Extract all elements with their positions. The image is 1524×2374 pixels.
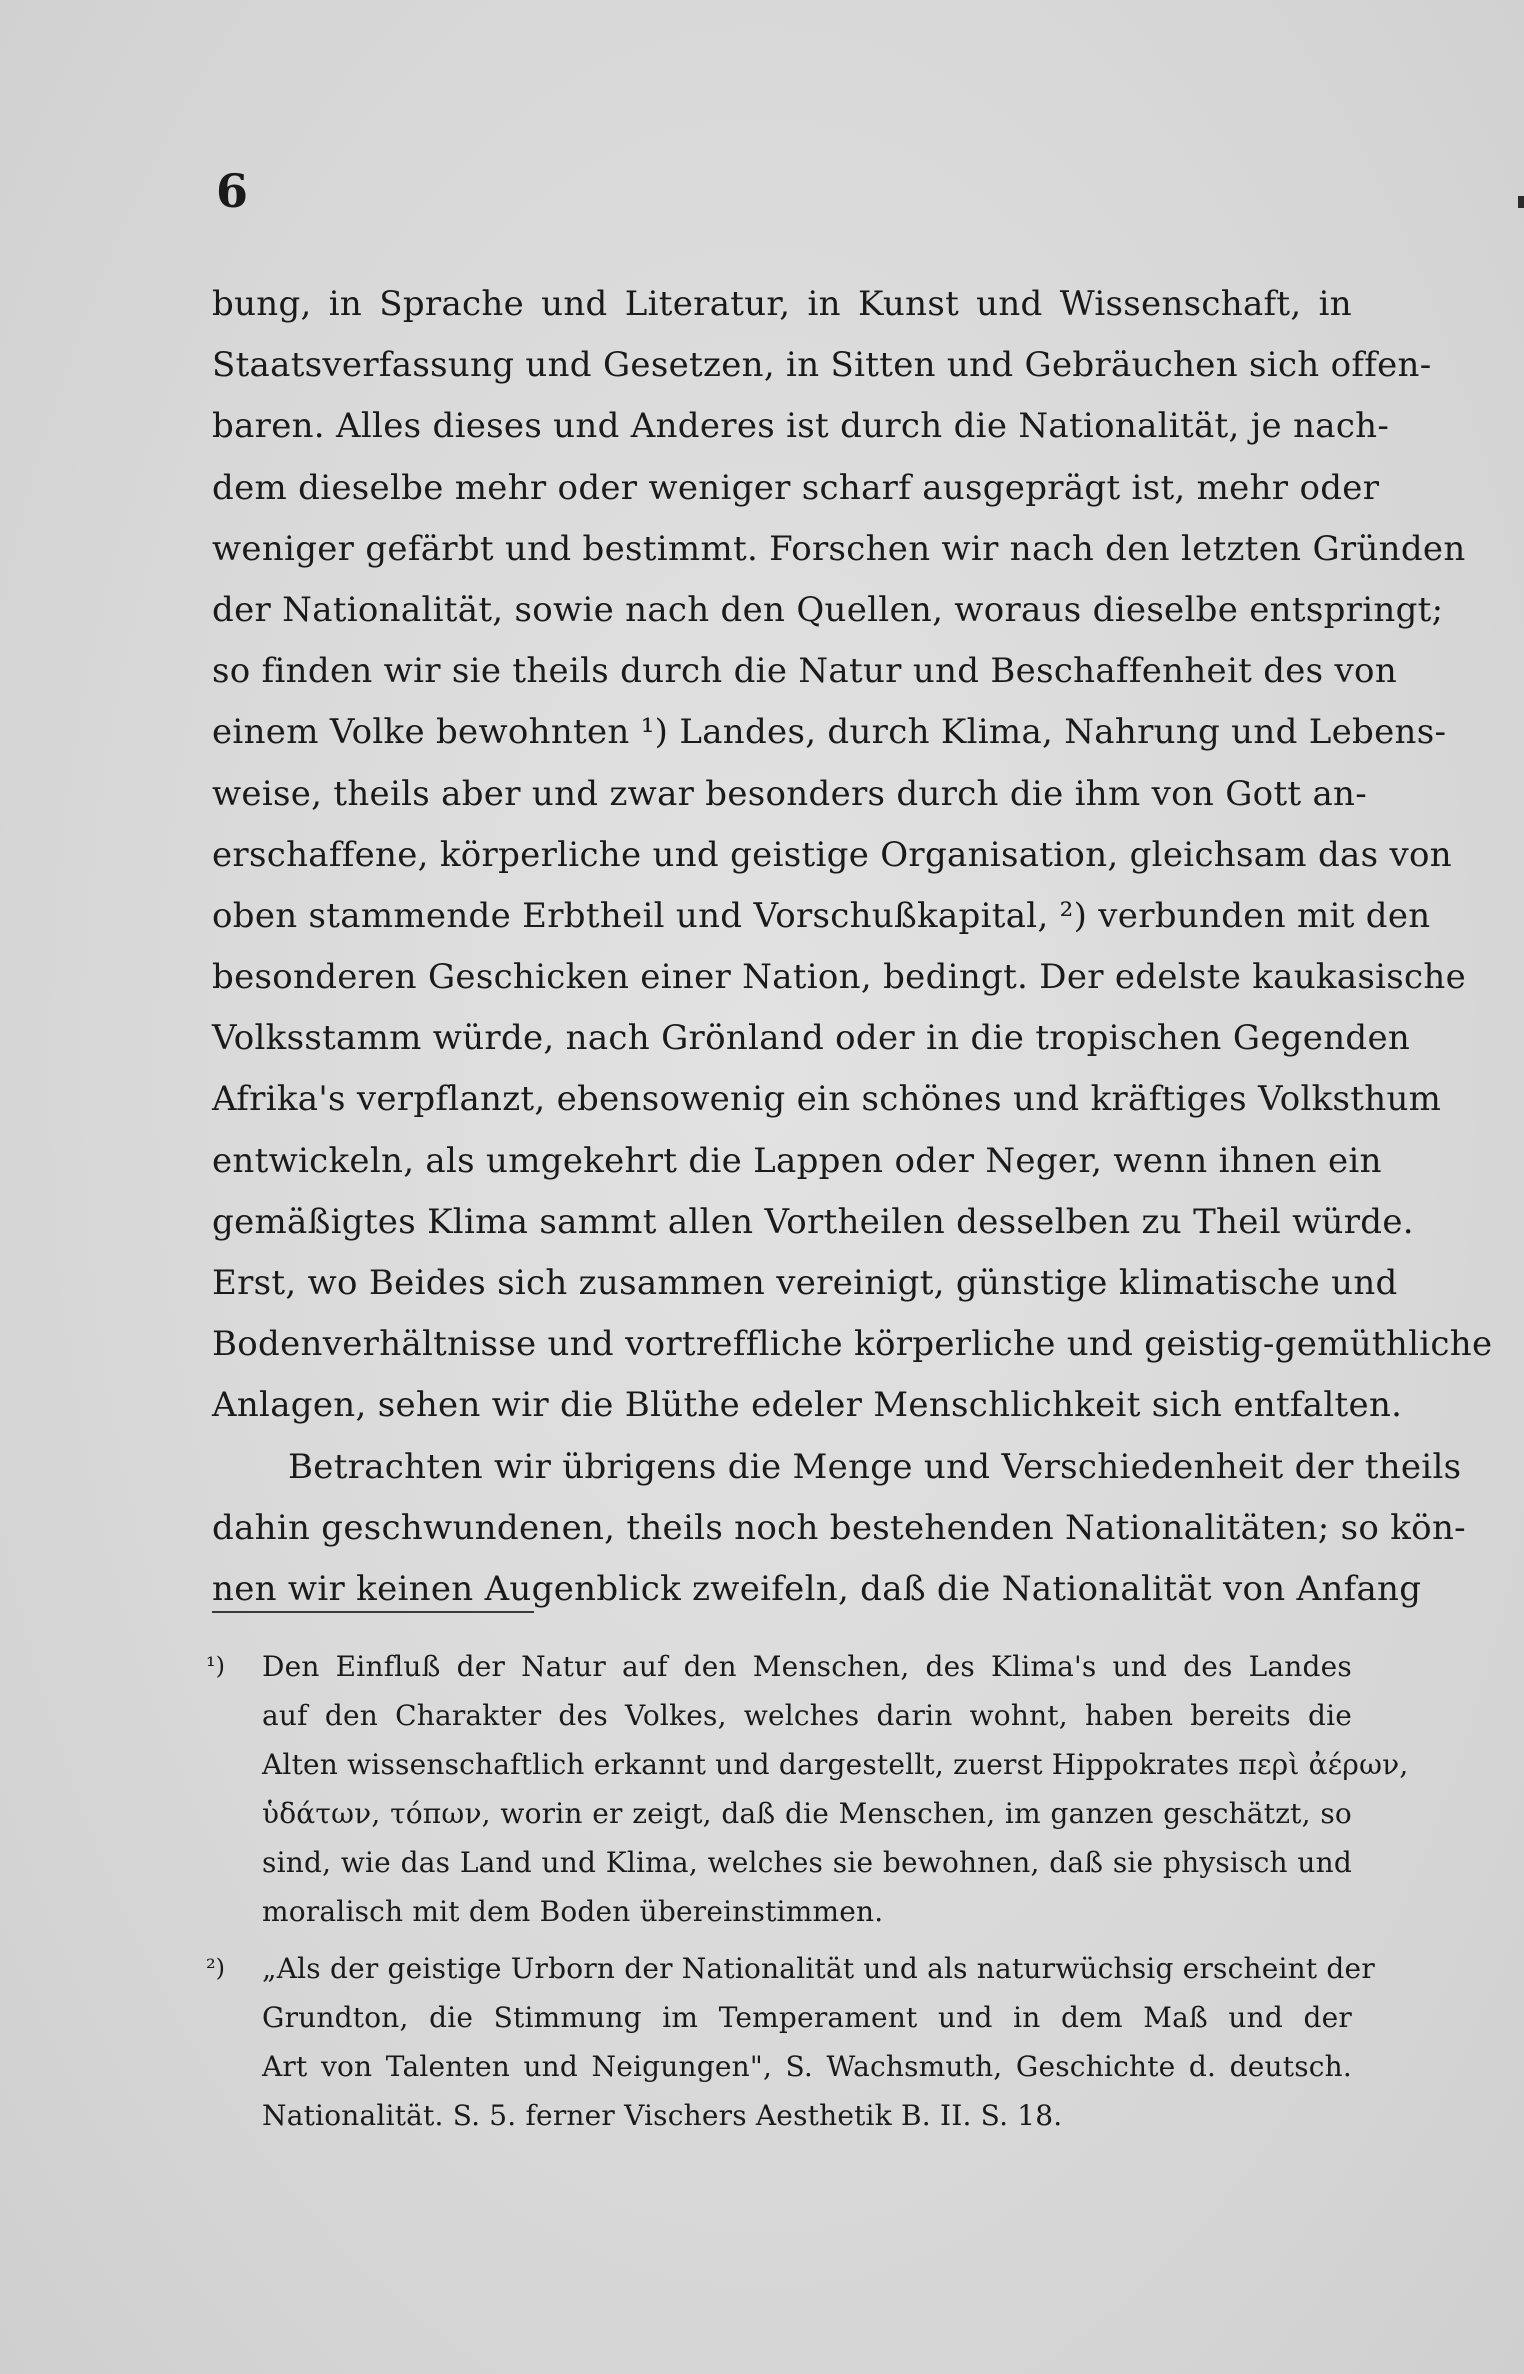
body-line: Staatsverfassung und Gesetzen, in Sitten und Gebräuchen sich offen- [212, 345, 1432, 386]
footnote-line: ὑδάτων, τόπων, worin er zeigt, daß die Menschen, im ganzen geschätzt, so [262, 1797, 1352, 1830]
body-line: weniger gefärbt und bestimmt. Forschen wir nach den letzten Gründen [212, 528, 1466, 569]
page-number: 6 [216, 164, 249, 218]
footnote-marker: ¹) [206, 1652, 225, 1680]
footnote-line: Alten wissenschaftlich erkannt und dargestellt, zuerst Hippokrates περὶ ἀέρων, [262, 1748, 1409, 1781]
footnote-line: Art von Talenten und Neigungen", S. Wachsmuth, Geschichte d. deutsch. [262, 2050, 1352, 2083]
footnote-line: Grundton, die Stimmung im Temperament und in dem Maß und der [262, 2001, 1352, 2034]
footnote-2 [206, 1944, 1375, 2140]
footnote-separator [212, 1611, 534, 1613]
body-line: Afrika's verpflanzt, ebensowenig ein schönes und kräftiges Volksthum [212, 1079, 1442, 1120]
body-line: oben stammende Erbtheil und Vorschußkapital, ²) verbunden mit den [212, 895, 1431, 936]
footnote-line: moralisch mit dem Boden übereinstimmen. [262, 1895, 884, 1928]
footnote-line: Nationalität. S. 5. ferner Vischers Aesthetik B. II. S. 18. [262, 2099, 1063, 2132]
body-line: gemäßigtes Klima sammt allen Vortheilen desselben zu Theil würde. [212, 1201, 1414, 1242]
paragraph-start-line: Betrachten wir übrigens die Menge und Verschiedenheit der theils [288, 1446, 1462, 1487]
footnote-marker: ²) [206, 1954, 225, 1982]
body-line: baren. Alles dieses und Anderes ist durch die Nationalität, je nach- [212, 406, 1390, 447]
body-line: besonderen Geschicken einer Nation, bedingt. Der edelste kaukasische [212, 957, 1466, 998]
footnote-line: „Als der geistige Urborn der Nationalität und als naturwüchsig erscheint der [262, 1952, 1375, 1985]
footnote-line: sind, wie das Land und Klima, welches sie bewohnen, daß sie physisch und [262, 1846, 1352, 1879]
body-line: entwickeln, als umgekehrt die Lappen oder Neger, wenn ihnen ein [212, 1140, 1382, 1181]
body-line: weise, theils aber und zwar besonders durch die ihm von Gott an- [212, 773, 1368, 814]
footnote-line: Den Einfluß der Natur auf den Menschen, des Klima's und des Landes [262, 1650, 1352, 1683]
body-line: Volksstamm würde, nach Grönland oder in die tropischen Gegenden [212, 1018, 1411, 1059]
body-line: einem Volke bewohnten ¹) Landes, durch Klima, Nahrung und Lebens- [212, 712, 1447, 753]
body-line: erschaffene, körperliche und geistige Organisation, gleichsam das von [212, 834, 1452, 875]
body-line: dem dieselbe mehr oder weniger scharf ausgeprägt ist, mehr oder [212, 467, 1380, 508]
page-edge-mark [1518, 196, 1524, 208]
body-line: der Nationalität, sowie nach den Quellen, woraus dieselbe entspringt; [212, 589, 1444, 630]
body-line: so finden wir sie theils durch die Natur und Beschaffenheit des von [212, 651, 1398, 692]
body-line: Bodenverhältnisse und vortreffliche körperliche und geistig-gemüthliche [212, 1324, 1493, 1365]
footnote-1 [206, 1642, 1409, 1936]
body-line: nen wir keinen Augenblick zweifeln, daß die Nationalität von Anfang [212, 1568, 1422, 1609]
footnote-line: auf den Charakter des Volkes, welches darin wohnt, haben bereits die [262, 1699, 1352, 1732]
body-line: bung, in Sprache und Literatur, in Kunst und Wissenschaft, in [212, 284, 1352, 324]
body-line: Erst, wo Beides sich zusammen vereinigt, günstige klimatische und [212, 1263, 1398, 1303]
footnotes [206, 1642, 1409, 2148]
body-text [212, 274, 1493, 1620]
paragraph-end-line: Anlagen, sehen wir die Blüthe edeler Menschlichkeit sich entfalten. [212, 1385, 1403, 1426]
body-line: dahin geschwundenen, theils noch bestehenden Nationalitäten; so kön- [212, 1507, 1466, 1548]
